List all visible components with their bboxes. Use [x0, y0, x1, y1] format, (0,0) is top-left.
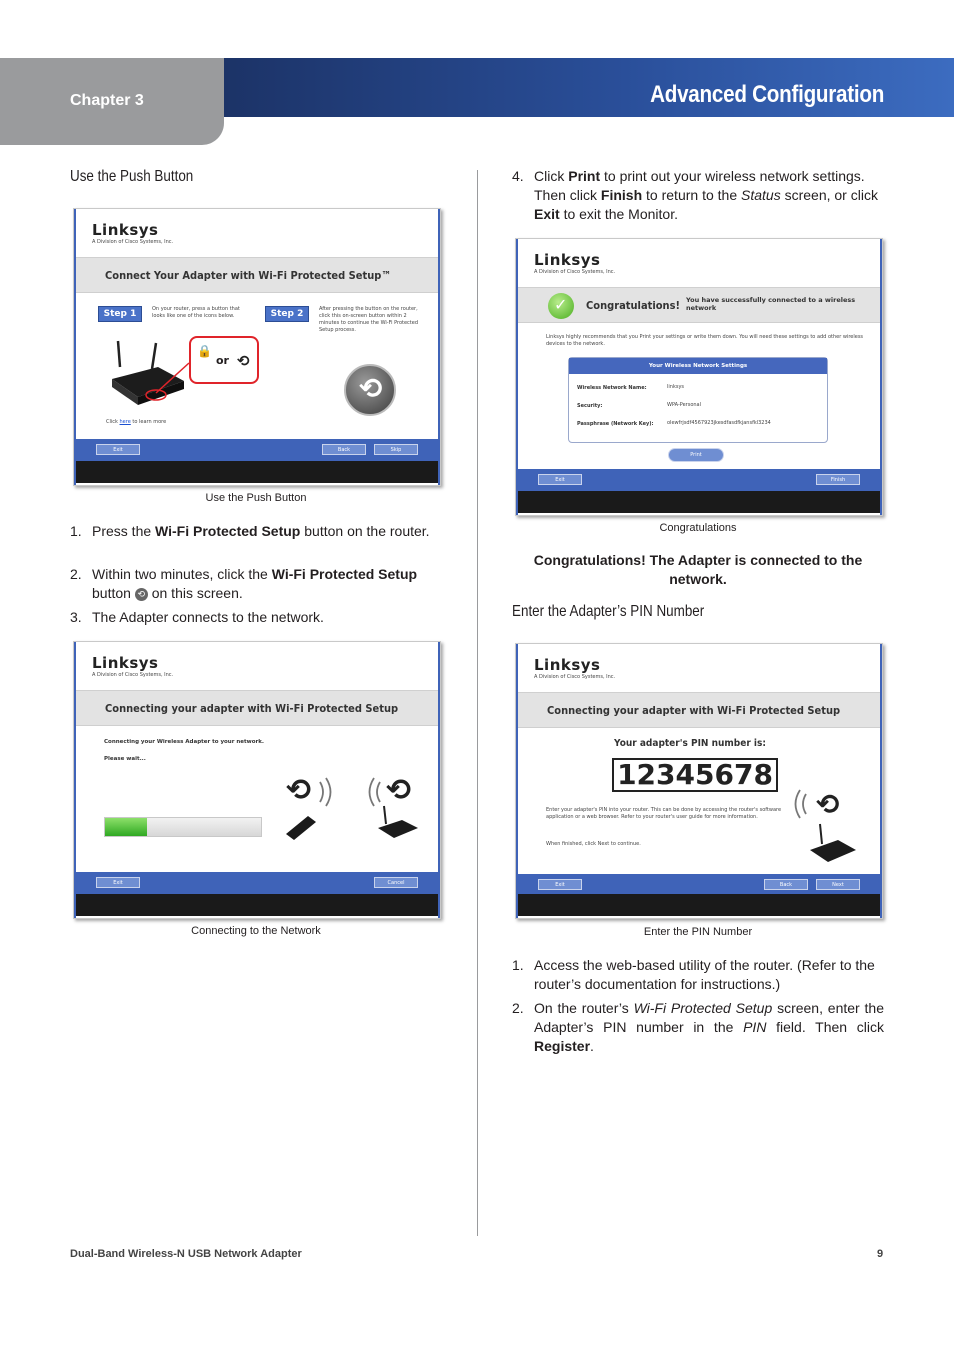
wps-icon: ⟲ [359, 372, 383, 405]
band-title: Connect Your Adapter with Wi-Fi Protected Setup™ [105, 269, 392, 282]
linksys-logo: Linksys [534, 251, 601, 269]
band-title: Connecting your adapter with Wi-Fi Protected Setup [105, 702, 399, 715]
step2-badge: Step 2 [265, 306, 309, 322]
logo-subtitle: A Division of Cisco Systems, Inc. [92, 239, 174, 245]
learn-more: Click here to learn more [106, 419, 167, 425]
list-item: 1. Access the web-based utility of the router. (Refer to the router’s documentation for instructions.) [512, 957, 875, 992]
caption-congratulations: Congratulations [659, 522, 737, 534]
exit-button[interactable]: Exit [538, 879, 582, 890]
callout-box [189, 336, 259, 384]
window-bottom [518, 491, 880, 513]
usb-adapter-icon [280, 764, 340, 844]
button-bar [518, 469, 880, 491]
caption-connecting: Connecting to the Network [191, 925, 321, 937]
button-bar [518, 874, 880, 896]
settings-box-title: Your Wireless Network Settings [569, 358, 827, 374]
progress-fill [105, 818, 147, 836]
window-bottom [76, 894, 438, 916]
title-band [76, 257, 438, 293]
finish-button[interactable]: Finish [816, 474, 860, 485]
progress-bar [104, 817, 262, 837]
svg-text:⟲: ⟲ [816, 788, 840, 821]
settings-box [568, 357, 828, 443]
congrats-title: Congratulations! [586, 299, 681, 312]
band-title: Connecting your adapter with Wi-Fi Protected Setup [547, 704, 841, 717]
back-button[interactable]: Back [322, 444, 366, 455]
list-item: 1. Press the Wi-Fi Protected Setup button on the router. [70, 523, 430, 539]
print-button[interactable]: Print [668, 448, 724, 462]
connecting-text: Connecting your Wireless Adapter to your network. [104, 739, 264, 745]
screenshot-congratulations [515, 238, 883, 516]
network-name-label: Wireless Network Name: [577, 385, 647, 391]
screenshot-push-button [73, 208, 441, 486]
linksys-logo: Linksys [92, 221, 159, 239]
security-label: Security: [577, 403, 603, 409]
learn-more-link[interactable]: here [119, 419, 131, 425]
security-value: WPA-Personal [667, 402, 702, 408]
page-number: 9 [877, 1248, 884, 1260]
button-bar [76, 439, 438, 461]
step2-text: After pressing the button on the router, click this on-screen button within 2 minutes to continue the Wi-Fi Protected Setup process. [319, 306, 419, 333]
pin-number: 12345678 [612, 758, 778, 792]
wps-icon: ⟲ [135, 588, 148, 601]
pin-label: Your adapter's PIN number is: [614, 738, 766, 749]
step1-badge: Step 1 [98, 306, 142, 322]
title-band [518, 287, 880, 323]
screenshot-pin-number [515, 643, 883, 919]
skip-button[interactable]: Skip [374, 444, 418, 455]
list-item: 4. Click Print to print out your wireless network settings. Then click Finish to return to the Status screen, or click Exit to exit the Monitor. [512, 168, 878, 222]
list-item: 2. Within two minutes, click the Wi-Fi Protected Setup button ⟲ on this screen. [70, 566, 418, 601]
list-item: 3. The Adapter connects to the network. [70, 609, 324, 625]
congrats-note: Congratulations! The Adapter is connected to the network. [533, 552, 863, 587]
logo-subtitle: A Division of Cisco Systems, Inc. [92, 672, 174, 678]
please-wait-text: Please wait... [104, 756, 146, 762]
next-button[interactable]: Next [816, 879, 860, 890]
recommend-text: Linksys highly recommends that you Print your settings or write them down. You will need these settings to add other wireless devices to the network. [546, 334, 864, 347]
passphrase-value: olewfrjsdf4567923jkesdfasdfkjansfkl3234 [667, 420, 771, 426]
passphrase-label: Passphrase (Network Key): [577, 421, 654, 427]
logo-subtitle: A Division of Cisco Systems, Inc. [534, 674, 616, 680]
footer-product: Dual-Band Wireless-N USB Network Adapter [70, 1248, 302, 1260]
screenshot-connecting [73, 641, 441, 919]
title-band [518, 692, 880, 728]
cancel-button[interactable]: Cancel [374, 877, 418, 888]
column-divider [477, 170, 478, 1236]
chapter-label: Chapter 3 [70, 92, 144, 109]
linksys-logo: Linksys [92, 654, 159, 672]
when-finished-text: When finished, click Next to continue. [546, 841, 641, 847]
list-item: 2. On the router’s Wi-Fi Protected Setup screen, enter the Adapter’s PIN number in the PIN field. Then click Register. [512, 1000, 884, 1054]
step1-text: On your router, press a button that looks like one of the icons below. [152, 306, 240, 319]
svg-text:⟲: ⟲ [386, 773, 412, 808]
exit-button[interactable]: Exit [538, 474, 582, 485]
back-button[interactable]: Back [764, 879, 808, 890]
network-name-value: linksys [667, 384, 685, 390]
or-label: or [216, 354, 229, 367]
logo-subtitle: A Division of Cisco Systems, Inc. [534, 269, 616, 275]
page-title: Advanced Configuration [650, 81, 884, 108]
router-icon [786, 784, 866, 866]
success-text: You have successfully connected to a wireless network [686, 296, 856, 312]
svg-text:⟲: ⟲ [286, 773, 312, 808]
button-bar [76, 872, 438, 894]
caption-pin-number: Enter the PIN Number [643, 926, 753, 938]
window-bottom [76, 461, 438, 483]
wps-button[interactable] [344, 364, 396, 416]
exit-button[interactable]: Exit [96, 877, 140, 888]
lock-icon: 🔒 [197, 344, 212, 358]
router-icon [356, 764, 426, 844]
title-band [76, 690, 438, 726]
wps-icon: ⟲ [237, 352, 250, 370]
section-heading-pin: Enter the Adapter’s PIN Number [512, 603, 705, 620]
exit-button[interactable]: Exit [96, 444, 140, 455]
pin-instructions: Enter your adapter's PIN into your router. This can be done by accessing the router's software application or a web browser. Refer to your router's user guide for more information. [546, 807, 782, 820]
linksys-logo: Linksys [534, 656, 601, 674]
checkmark-icon: ✓ [548, 293, 574, 319]
section-heading-push-button: Use the Push Button [70, 168, 194, 185]
caption-push-button: Use the Push Button [205, 492, 307, 504]
window-bottom [518, 894, 880, 916]
